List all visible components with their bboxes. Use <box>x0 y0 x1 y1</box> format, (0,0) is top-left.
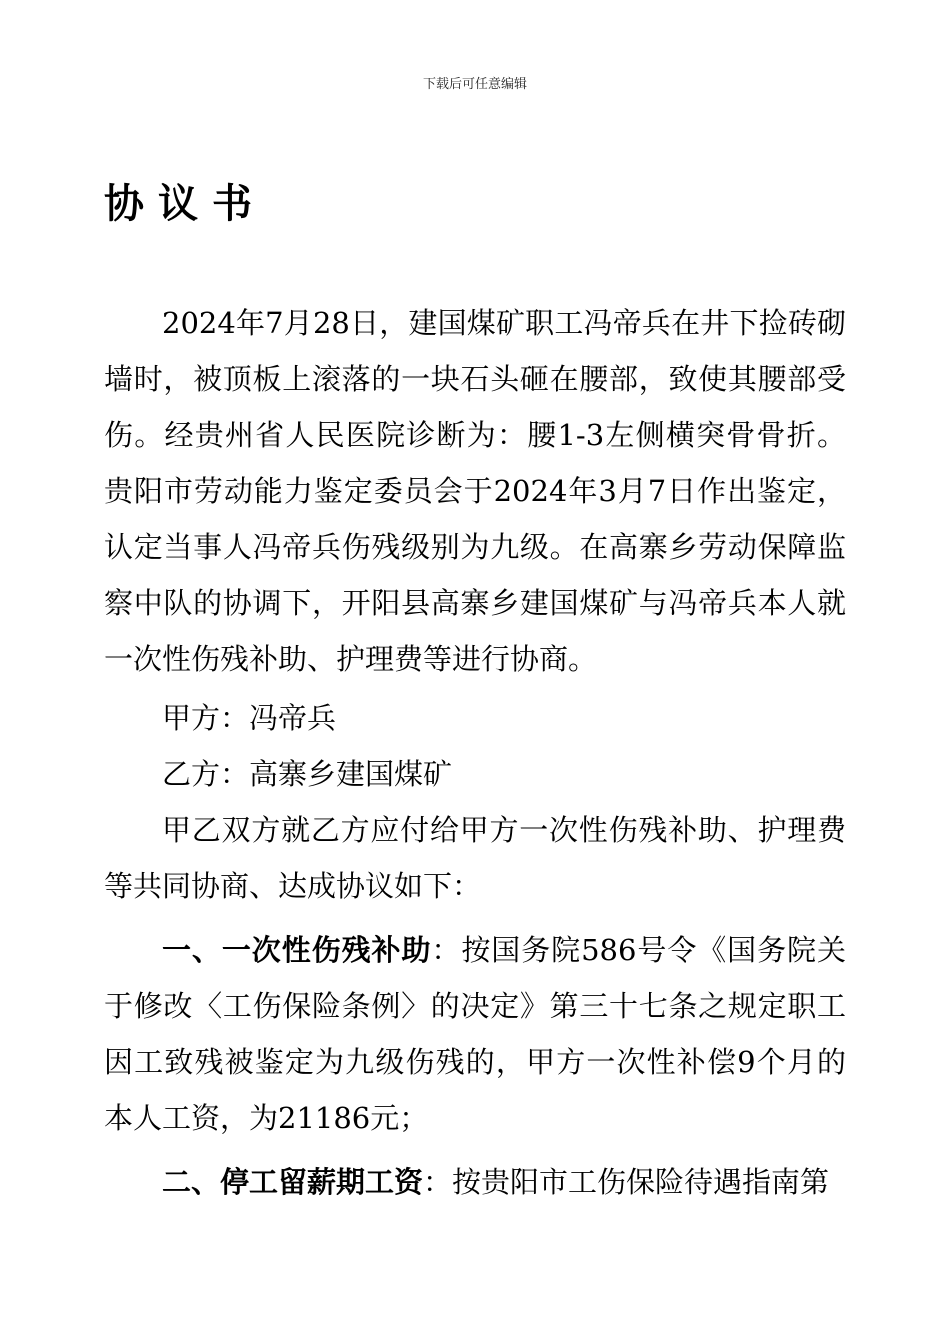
document-title: 协议书 <box>104 181 266 227</box>
clause-2-heading: 二、停工留薪期工资 <box>162 1165 424 1199</box>
clause-1-text: ：按国务院586号令《国务院关于修改〈工伤保险条例〉的决定》第三十七条之规定职工因工致残被鉴定为九级伤残的，甲方一次性补偿9个月的本人工资，为21186元； <box>104 933 846 1135</box>
clause-2 <box>104 1154 846 1210</box>
party-a-line: 甲方：冯帝兵 <box>162 701 337 735</box>
header-note: 下载后可任意编辑 <box>422 77 527 92</box>
clause-2-text: ：按贵阳市工伤保险待遇指南第 <box>423 1165 830 1199</box>
intro-paragraph: 2024年7月28日，建国煤矿职工冯帝兵在井下捡砖砌墙时，被顶板上滚落的一块石头砸在腰部，致使其腰部受伤。经贵州省人民医院诊断为：腰1-3左侧横突骨骨折。贵阳市劳动能力鉴定委员会于2024年3月7日作出鉴定，认定当事人冯帝兵伤残级别为九级。在高寨乡劳动保障监察中队的协调下，开阳县高寨乡建国煤矿与冯帝兵本人就一次性伤残补助、护理费等进行协商。 <box>104 306 846 676</box>
clause-1 <box>104 922 846 1146</box>
document-body <box>104 295 846 1210</box>
party-b-line: 乙方：高寨乡建国煤矿 <box>162 757 453 791</box>
clause-1-heading: 一、一次性伤残补助 <box>162 933 432 967</box>
agreement-lead-paragraph: 甲乙双方就乙方应付给甲方一次性伤残补助、护理费等共同协商、达成协议如下： <box>104 813 846 903</box>
